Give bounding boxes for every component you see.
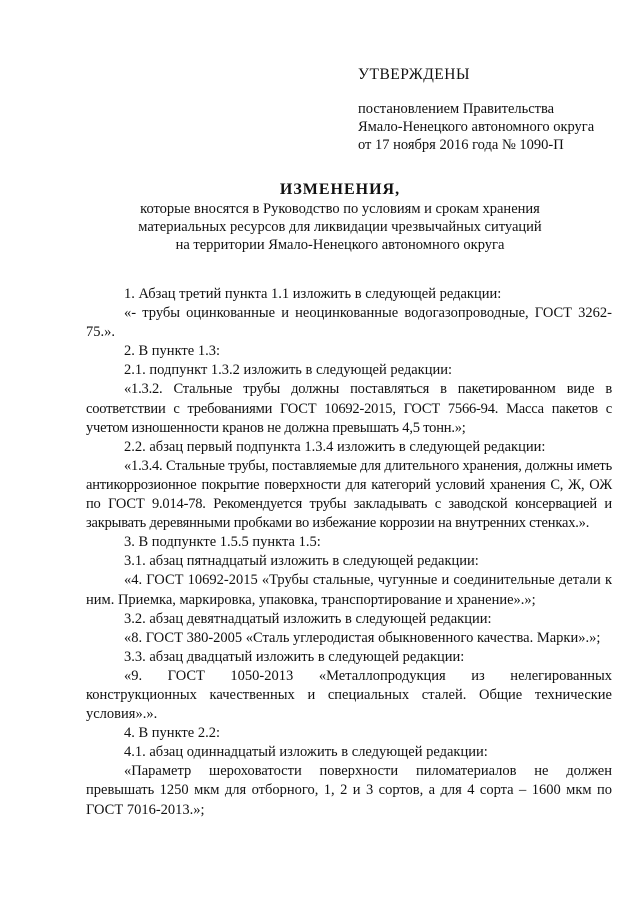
paragraph: «1.3.2. Стальные трубы должны поставляться в пакетированном виде в соответствии с требованиями ГОСТ 10692-2015, ГОСТ 7566-94. Масса пакетов с учетом изношенности кранов не должна превышать 4,5 тонн.»; xyxy=(86,381,612,436)
paragraph: 3.2. абзац девятнадцатый изложить в следующей редакции: xyxy=(124,610,492,627)
paragraph: 3.3. абзац двадцатый изложить в следующей редакции: xyxy=(124,648,465,665)
paragraph: «4. ГОСТ 10692-2015 «Трубы стальные, чугунные и соединительные детали к ним. Приемка, маркировка, упаковка, транспортирование и хранение».»; xyxy=(86,572,612,608)
paragraph: «9. ГОСТ 1050-2013 «Металлопродукция из нелегированных конструкционных качественных и специальных сталей. Общие технические условия».». xyxy=(86,667,612,723)
paragraph: 2. В пункте 1.3: xyxy=(124,343,220,360)
paragraph: «- трубы оцинкованные и неоцинкованные водогазопроводные, ГОСТ 3262-75.». xyxy=(86,305,612,341)
paragraph: 4. В пункте 2.2: xyxy=(124,725,220,742)
heading-subtitle-line: которые вносятся в Руководство по условиям и срокам хранения xyxy=(140,201,540,217)
document-heading xyxy=(100,180,580,254)
approval-line: Ямало-Ненецкого автономного округа xyxy=(358,119,595,135)
document-body xyxy=(86,285,612,820)
approval-title: УТВЕРЖДЕНЫ xyxy=(358,66,470,83)
paragraph: 2.2. абзац первый подпункта 1.3.4 изложить в следующей редакции: xyxy=(124,438,546,455)
paragraph: «1.3.4. Стальные трубы, поставляемые для длительного хранения, должны иметь антикоррозионное покрытие поверхности для категорий условий хранения С, Ж, ОЖ по ГОСТ 9.014-78. Рекомендуется трубы закладывать с заводской консервацией и закрывать деревянными пробками во избежание коррозии на внутренних стенках.». xyxy=(86,457,612,532)
paragraph: 2.1. подпункт 1.3.2 изложить в следующей редакции: xyxy=(124,362,453,379)
paragraph: 4.1. абзац одиннадцатый изложить в следующей редакции: xyxy=(124,744,488,761)
approval-line: от 17 ноября 2016 года № 1090-П xyxy=(358,137,564,153)
approval-block xyxy=(358,66,618,154)
heading-subtitle-line: на территории Ямало-Ненецкого автономного округа xyxy=(175,237,505,253)
paragraph: 3. В подпункте 1.5.5 пункта 1.5: xyxy=(124,534,321,551)
paragraph: «Параметр шероховатости поверхности пиломатериалов не должен превышать 1250 мкм для отборного, 1, 2 и 3 сортов, а для 4 сорта – 1600 мкм по ГОСТ 7016-2013.»; xyxy=(86,763,612,818)
heading-subtitle-line: материальных ресурсов для ликвидации чрезвычайных ситуаций xyxy=(138,219,542,235)
approval-line: постановлением Правительства xyxy=(358,101,555,117)
paragraph: 3.1. абзац пятнадцатый изложить в следующей редакции: xyxy=(124,553,479,570)
paragraph: «8. ГОСТ 380-2005 «Сталь углеродистая обыкновенного качества. Марки».»; xyxy=(124,629,601,646)
paragraph: 1. Абзац третий пункта 1.1 изложить в следующей редакции: xyxy=(124,286,502,302)
heading-title: ИЗМЕНЕНИЯ, xyxy=(279,181,401,198)
